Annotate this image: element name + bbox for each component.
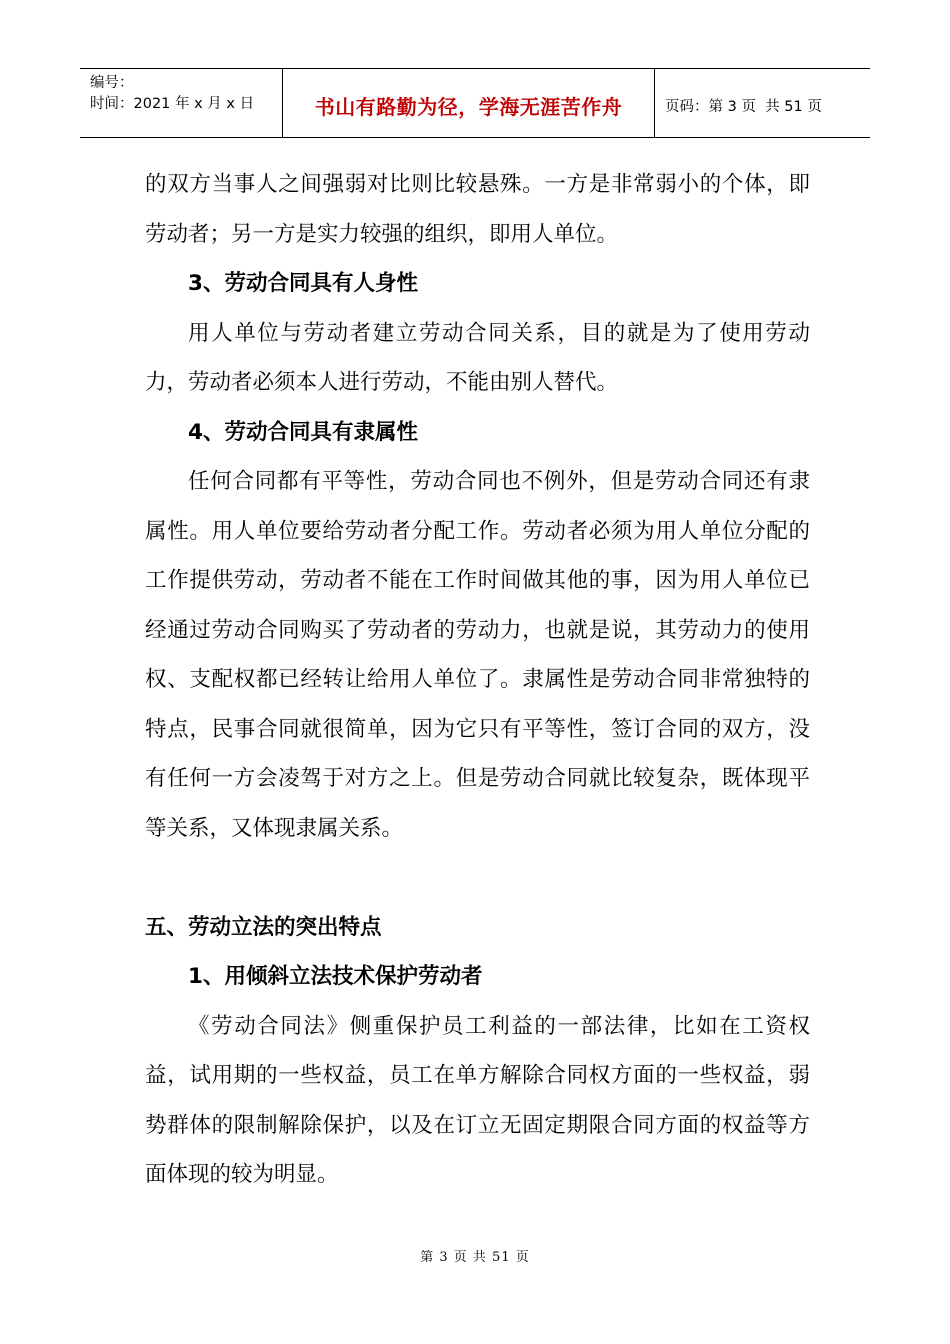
section-spacer — [145, 853, 810, 903]
header-page-info — [655, 69, 870, 137]
paragraph-subordination: 任何合同都有平等性，劳动合同也不例外，但是劳动合同还有隶属性。用人单位要给劳动者分配工作。劳动者必须为用人单位分配的工作提供劳动，劳动者不能在工作时间做其他的事，因为用人单位已经通过劳动合同购买了劳动者的劳动力，也就是说，其劳动力的使用权、支配权都已经转让给用人单位了。隶属性是劳动合同非常独特的特点，民事合同就很简单，因为它只有平等性，签订合同的双方，没有任何一方会凌驾于对方之上。但是劳动合同就比较复杂，既体现平等关系，又体现隶属关系。 — [145, 469, 810, 841]
header-motto: 书山有路勤为径，学海无涯苦作舟 — [283, 69, 655, 137]
paragraph-personal-nature: 用人单位与劳动者建立劳动合同关系，目的就是为了使用劳动力，劳动者必须本人进行劳动，不能由别人替代。 — [145, 320, 810, 395]
number-label: 编号： — [90, 75, 134, 91]
header-meta — [80, 69, 283, 137]
page-info-text: 页码：第 3 页 共 51 页 — [665, 98, 822, 115]
subheading-subordination: 4、劳动合同具有隶属性 — [188, 419, 418, 445]
time-label: 时间：2021 年 x 月 x 日 — [90, 96, 255, 112]
document-body — [145, 160, 810, 1200]
section-heading-legislation: 五、劳动立法的突出特点 — [145, 914, 382, 940]
subheading-tilted-legislation: 1、用倾斜立法技术保护劳动者 — [188, 964, 483, 989]
paragraph-continuation: 的双方当事人之间强弱对比则比较悬殊。一方是非常弱小的个体，即劳动者；另一方是实力较强的组织，即用人单位。 — [145, 172, 810, 247]
subheading-personal-nature: 3、劳动合同具有人身性 — [188, 271, 418, 296]
paragraph-labor-contract-law: 《劳动合同法》侧重保护员工利益的一部法律，比如在工资权益，试用期的一些权益，员工在单方解除合同权方面的一些权益，弱势群体的限制解除保护，以及在订立无固定期限合同方面的权益等方面体现的较为明显。 — [145, 1013, 810, 1187]
document-header — [80, 68, 870, 138]
page-footer: 第 3 页 共 51 页 — [420, 1250, 530, 1265]
